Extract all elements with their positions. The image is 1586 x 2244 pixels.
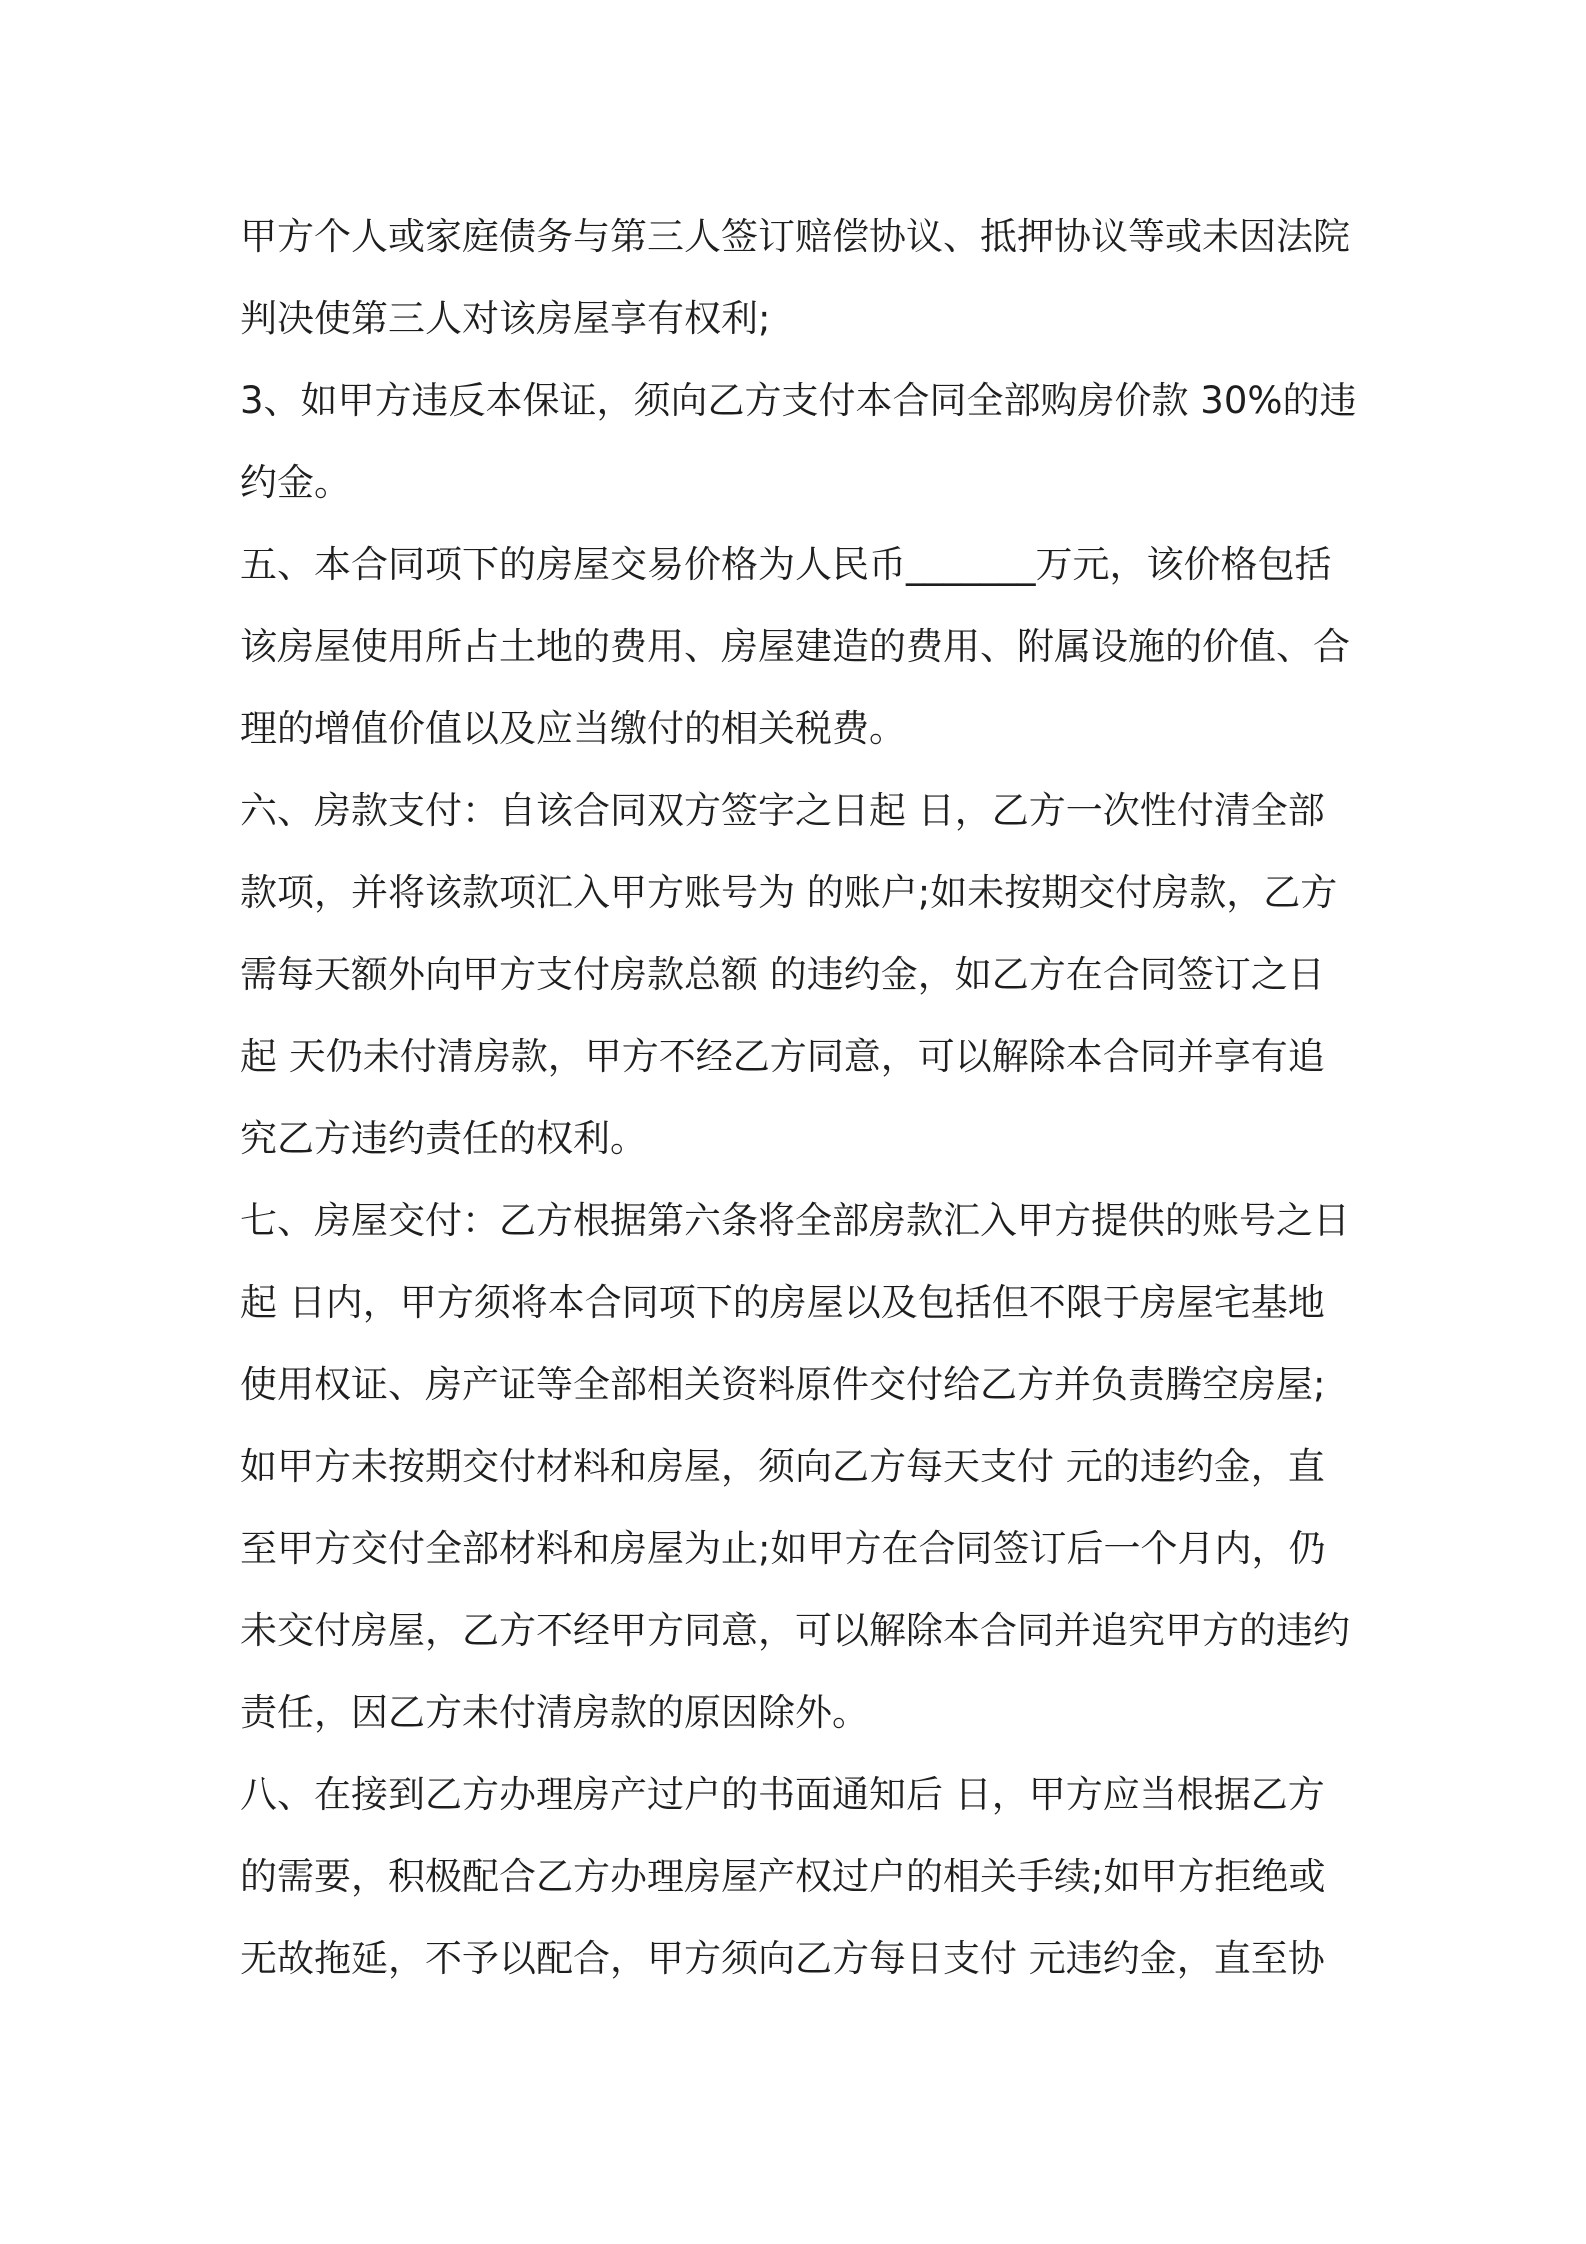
text-line: 七、房屋交付：乙方根据第六条将全部房款汇入甲方提供的账号之日: [240, 1199, 1350, 1242]
text-line: 五、本合同项下的房屋交易价格为人民币_______万元，该价格包括: [240, 543, 1332, 586]
text-line: 起 天仍未付清房款，甲方不经乙方同意，可以解除本合同并享有追: [240, 1035, 1325, 1078]
text-line: 款项，并将该款项汇入甲方账号为 的账户;如未按期交付房款，乙方: [240, 871, 1338, 914]
text-line: 起 日内，甲方须将本合同项下的房屋以及包括但不限于房屋宅基地: [240, 1281, 1325, 1324]
text-line: 未交付房屋，乙方不经甲方同意，可以解除本合同并追究甲方的违约: [240, 1609, 1350, 1652]
text-line: 无故拖延，不予以配合，甲方须向乙方每日支付 元违约金，直至协: [240, 1937, 1325, 1980]
text-line: 使用权证、房产证等全部相关资料原件交付给乙方并负责腾空房屋;: [240, 1363, 1326, 1406]
text-line: 约金。: [240, 461, 351, 504]
text-line: 该房屋使用所占土地的费用、房屋建造的费用、附属设施的价值、合: [240, 625, 1350, 668]
text-line: 究乙方违约责任的权利。: [240, 1117, 647, 1160]
text-line: 3、如甲方违反本保证，须向乙方支付本合同全部购房价款 30%的违: [240, 379, 1357, 422]
text-line: 的需要，积极配合乙方办理房屋产权过户的相关手续;如甲方拒绝或: [240, 1855, 1326, 1898]
text-line: 判决使第三人对该房屋享有权利;: [240, 297, 771, 340]
contract-text-body: [240, 196, 1360, 2000]
text-line: 至甲方交付全部材料和房屋为止;如甲方在合同签订后一个月内，仍: [240, 1527, 1326, 1570]
text-line: 甲方个人或家庭债务与第三人签订赔偿协议、抵押协议等或未因法院: [240, 215, 1350, 258]
text-line: 理的增值价值以及应当缴付的相关税费。: [240, 707, 906, 750]
text-line: 责任，因乙方未付清房款的原因除外。: [240, 1691, 869, 1734]
text-line: 八、在接到乙方办理房产过户的书面通知后 日，甲方应当根据乙方: [240, 1773, 1325, 1816]
text-line: 六、房款支付：自该合同双方签字之日起 日，乙方一次性付清全部: [240, 789, 1325, 832]
text-line: 如甲方未按期交付材料和房屋，须向乙方每天支付 元的违约金，直: [240, 1445, 1325, 1488]
text-line: 需每天额外向甲方支付房款总额 的违约金，如乙方在合同签订之日: [240, 953, 1325, 996]
